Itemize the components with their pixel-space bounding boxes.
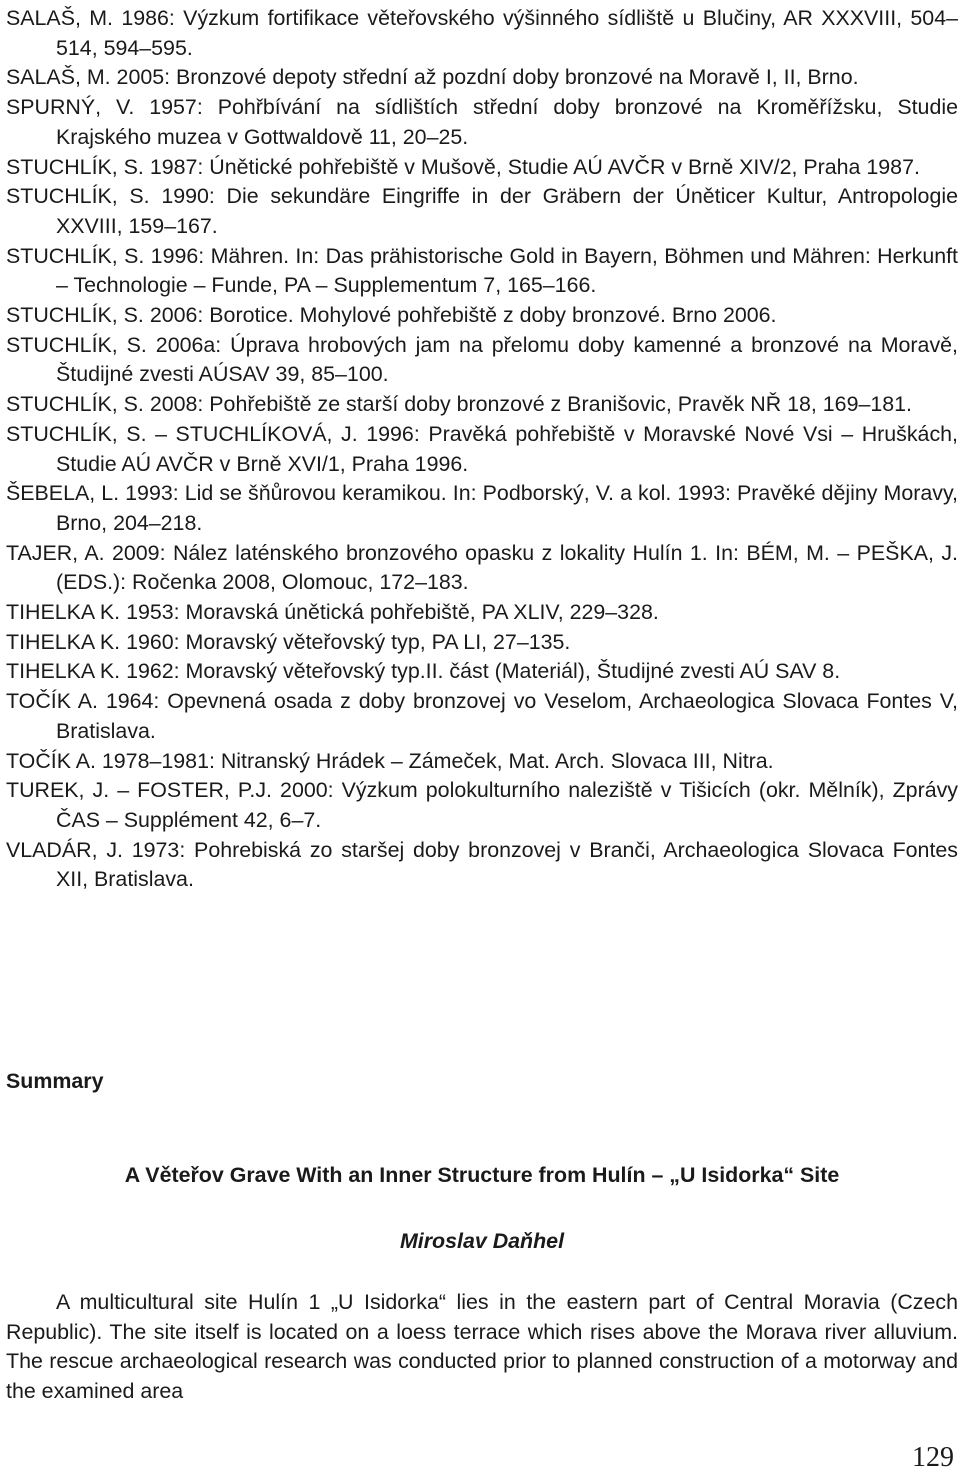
author-name: Miroslav Daňhel	[399, 1229, 565, 1253]
bibliography-entry: STUCHLÍK, S. 2006a: Úprava hrobových jam na přelomu doby kamenné a bronzové na Moravě, Študijné zvesti AÚSAV 39, 85–100.	[6, 332, 958, 387]
bibliography-entry: STUCHLÍK, S. – STUCHLÍKOVÁ, J. 1996: Pravěká pohřebiště v Moravské Nové Vsi – Hruškách, Studie AÚ AVČR v Brně XVI/1, Praha 1996.	[6, 421, 958, 476]
summary-heading: Summary	[6, 1069, 104, 1093]
summary-paragraph: A multicultural site Hulín 1 „U Isidorka“ lies in the eastern part of Central Moravia (Czech Republic). The site itself is located on a loess terrace which rises above the Morava river alluvium. The rescue archaeological research was conducted prior to planned construction of a motorway and the examined area	[6, 1290, 958, 1403]
bibliography-entry: SALAŠ, M. 2005: Bronzové depoty střední až pozdní doby bronzové na Moravě I, II, Brno.	[6, 65, 859, 90]
bibliography-entry: TIHELKA K. 1962: Moravský věteřovský typ.II. část (Materiál), Študijné zvesti AÚ SAV 8.	[6, 659, 841, 684]
bibliography-list	[6, 4, 958, 895]
page-number: 129	[912, 1442, 954, 1473]
bibliography-entry: SALAŠ, M. 1986: Výzkum fortifikace věteřovského výšinného sídliště u Blučiny, AR XXXVIII, 504–514, 594–595.	[6, 6, 958, 60]
bibliography-entry: TIHELKA K. 1953: Moravská únětická pohřebiště, PA XLIV, 229–328.	[6, 600, 659, 625]
bibliography-entry: TOČÍK A. 1978–1981: Nitranský Hrádek – Zámeček, Mat. Arch. Slovaca III, Nitra.	[6, 748, 774, 773]
bibliography-entry: TUREK, J. – FOSTER, P.J. 2000: Výzkum polokulturního naleziště v Tišicích (okr. Mělník), Zprávy ČAS – Supplément 42, 6–7.	[6, 778, 958, 832]
bibliography-entry: TAJER, A. 2009: Nález laténského bronzového opasku z lokality Hulín 1. In: BÉM, M. – PEŠKA, J. (EDS.): Ročenka 2008, Olomouc, 172–183.	[6, 540, 958, 595]
article-title: A Věteřov Grave With an Inner Structure from Hulín – „U Isidorka“ Site	[124, 1163, 840, 1187]
bibliography-entry: STUCHLÍK, S. 2006: Borotice. Mohylové pohřebiště z doby bronzové. Brno 2006.	[6, 303, 777, 328]
bibliography-entry: STUCHLÍK, S. 2008: Pohřebiště ze starší doby bronzové z Branišovic, Pravěk NŘ 18, 169–181.	[6, 392, 912, 417]
bibliography-entry: STUCHLÍK, S. 1990: Die sekundäre Eingriffe in der Gräbern der Úněticer Kultur, Antropologie XXVIII, 159–167.	[6, 184, 958, 238]
bibliography-entry: STUCHLÍK, S. 1996: Mähren. In: Das prähistorische Gold in Bayern, Böhmen und Mähren: Herkunft – Technologie – Funde, PA – Supplementum 7, 165–166.	[6, 243, 958, 298]
bibliography-entry: TIHELKA K. 1960: Moravský věteřovský typ, PA LI, 27–135.	[6, 629, 571, 654]
bibliography-entry: STUCHLÍK, S. 1987: Únětické pohřebiště v Mušově, Studie AÚ AVČR v Brně XIV/2, Praha 1987.	[6, 154, 920, 179]
bibliography-entry: VLADÁR, J. 1973: Pohrebiská zo staršej doby bronzovej v Branči, Archaeologica Slovaca Fontes XII, Bratislava.	[6, 837, 958, 892]
bibliography-entry: ŠEBELA, L. 1993: Lid se šňůrovou keramikou. In: Podborský, V. a kol. 1993: Pravěké dějiny Moravy, Brno, 204–218.	[6, 481, 958, 535]
bibliography-entry: TOČÍK A. 1964: Opevnená osada z doby bronzovej vo Veselom, Archaeologica Slovaca Fontes V, Bratislava.	[6, 689, 958, 743]
bibliography-entry: SPURNÝ, V. 1957: Pohřbívání na sídlištích střední doby bronzové na Kroměřížsku, Studie Krajského muzea v Gottwaldově 11, 20–25.	[6, 95, 958, 149]
